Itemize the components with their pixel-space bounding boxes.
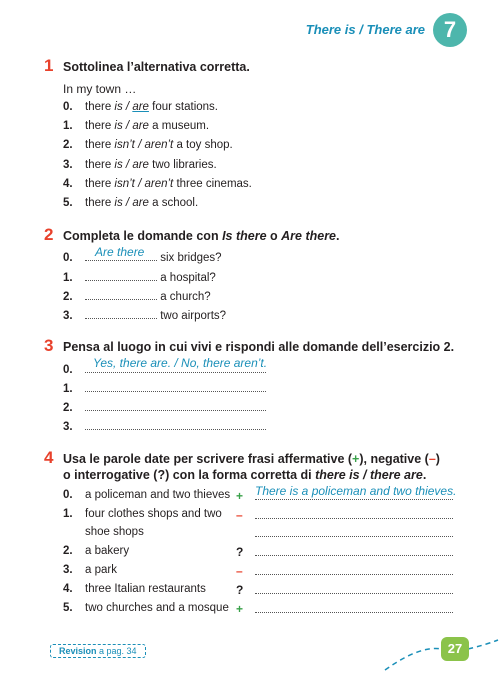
answer-field[interactable] [255, 600, 453, 613]
exercise-1-number: 1 [44, 56, 54, 75]
answer-field[interactable] [85, 400, 266, 411]
exercise-1-title: Sottolinea l’alternativa corretta. [63, 60, 250, 74]
exercise-1-item-0: 0. there is / are four stations. [63, 101, 218, 113]
exercise-2-item-3: 3. two airports? [63, 310, 227, 322]
option-1[interactable]: is [114, 101, 123, 113]
exercise-2-item-0: 0. Are there six bridges? [63, 245, 222, 264]
exercise-4-item-4: 4. three Italian restaurants [63, 583, 206, 595]
exercise-1-item-5: 5. there is / are a school. [63, 197, 199, 209]
answer-field[interactable] [85, 381, 266, 392]
exercise-2-number: 2 [44, 225, 54, 244]
exercise-2-item-1: 1. a hospital? [63, 272, 216, 284]
answer-field-line-2[interactable] [255, 524, 453, 537]
exercise-3-item-3: 3. [63, 419, 266, 433]
exercise-1-item-4: 4. there isn’t / aren’t three cinemas. [63, 178, 252, 190]
decorative-dashed-curve [380, 625, 500, 675]
exercise-4-item-0: 0. a policeman and two thieves [63, 489, 231, 501]
option-1[interactable]: isn’t [114, 178, 135, 190]
option-1[interactable]: isn’t [114, 139, 135, 151]
answer-field[interactable]: Are there [85, 250, 157, 261]
question-sign: ? [236, 545, 244, 559]
exercise-4-title-line-2: o interrogative (?) con la forma corretta di there is / there are. [63, 468, 427, 482]
revision-link[interactable]: Revision a pag. 34 [50, 644, 146, 658]
exercise-1-item-3: 3. there is / are two libraries. [63, 159, 217, 171]
option-2[interactable]: are [132, 120, 149, 132]
option-1[interactable]: is [114, 159, 123, 171]
page-number: 27 [441, 637, 469, 661]
exercise-4-item-1-continued: shoe shops [85, 526, 144, 538]
plus-sign: + [236, 489, 244, 503]
exercise-4-number: 4 [44, 448, 54, 467]
exercise-2-item-2: 2. a church? [63, 291, 211, 303]
answer-field[interactable] [255, 581, 453, 594]
answer-field[interactable] [255, 562, 453, 575]
header-title: There is / There are [305, 22, 425, 37]
option-2[interactable]: are [132, 159, 149, 171]
exercise-1-item-2: 2. there isn’t / aren’t a toy shop. [63, 139, 233, 151]
answer-text: There is a policeman and two thieves. [255, 484, 457, 498]
answer-field[interactable]: Yes, there are. / No, there aren’t. [85, 362, 266, 373]
minus-sign: – [236, 508, 243, 522]
answer-field[interactable] [85, 419, 266, 430]
exercise-1-item-1: 1. there is / are a museum. [63, 120, 210, 132]
option-1[interactable]: is [114, 197, 123, 209]
question-sign: ? [236, 583, 244, 597]
option-2[interactable]: aren’t [144, 139, 174, 151]
exercise-3-title: Pensa al luogo in cui vivi e rispondi alle domande dell’esercizio 2. [63, 340, 455, 354]
exercise-3-number: 3 [44, 336, 54, 355]
minus-sign: – [236, 564, 243, 578]
exercise-4-item-1: 1. four clothes shops and two [63, 508, 222, 520]
exercise-3-item-2: 2. [63, 400, 266, 414]
answer-field[interactable] [255, 506, 453, 519]
exercise-3-item-0: 0. Yes, there are. / No, there aren’t. [63, 356, 268, 376]
exercise-4-item-2: 2. a bakery [63, 545, 130, 557]
answer-field[interactable] [85, 289, 157, 300]
option-2-selected[interactable]: are [132, 101, 149, 113]
answer-field[interactable] [85, 270, 157, 281]
plus-sign: + [236, 602, 244, 616]
unit-badge: 7 [433, 13, 467, 47]
exercise-4-item-5: 5. two churches and a mosque [63, 602, 229, 614]
option-2[interactable]: aren’t [144, 178, 174, 190]
answer-field[interactable] [255, 543, 453, 556]
answer-field[interactable] [85, 308, 157, 319]
exercise-4-item-3: 3. a park [63, 564, 117, 576]
option-1[interactable]: is [114, 120, 123, 132]
exercise-3-item-1: 1. [63, 381, 266, 395]
exercise-1-intro: In my town … [63, 82, 137, 96]
exercise-2-title: Completa le domande con Is there o Are there. [63, 229, 340, 243]
option-2[interactable]: are [132, 197, 149, 209]
exercise-4-title-line-1: Usa le parole date per scrivere frasi affermative (+), negative (–) [63, 452, 440, 466]
